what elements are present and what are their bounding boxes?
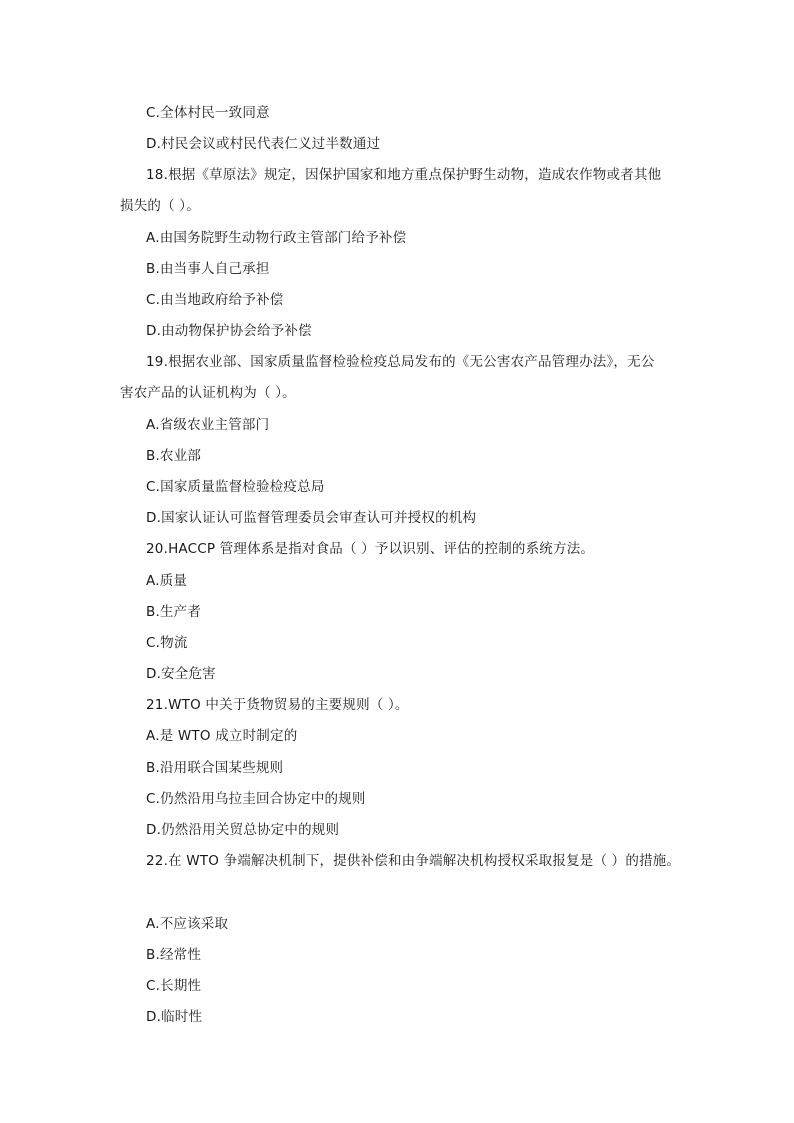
option-b: B.经常性 xyxy=(146,947,202,963)
option-b: B.生产者 xyxy=(146,604,202,620)
question-21-stem: 21.WTO 中关于货物贸易的主要规则（ ）。 xyxy=(146,697,409,713)
option-b: B.沿用联合国某些规则 xyxy=(146,760,284,776)
option-d: D.仍然沿用关贸总协定中的规则 xyxy=(146,822,340,838)
option-d: D.临时性 xyxy=(146,1009,203,1025)
option-a: A.不应该采取 xyxy=(146,916,229,932)
option-a: A.是 WTO 成立时制定的 xyxy=(146,728,298,744)
option-c: C.长期性 xyxy=(146,978,202,994)
option-c: C.仍然沿用乌拉圭回合协定中的规则 xyxy=(146,791,366,807)
option-d: D.安全危害 xyxy=(146,666,216,682)
question-18-stem-cont: 损失的（ ）。 xyxy=(120,198,200,214)
option-a: A.由国务院野生动物行政主管部门给予补偿 xyxy=(146,230,407,246)
option-a: A.省级农业主管部门 xyxy=(146,417,270,433)
question-18-stem: 18.根据《草原法》规定，因保护国家和地方重点保护野生动物，造成农作物或者其他 xyxy=(146,167,662,183)
option-c: C.物流 xyxy=(146,635,188,651)
option-d: D.村民会议或村民代表仁义过半数通过 xyxy=(146,136,381,152)
option-c: C.全体村民一致同意 xyxy=(146,105,270,121)
question-19-stem: 19.根据农业部、国家质量监督检验检疫总局发布的《无公害农产品管理办法》，无公 xyxy=(146,354,655,370)
option-d: D.国家认证认可监督管理委员会审查认可并授权的机构 xyxy=(146,510,477,526)
option-c: C.由当地政府给予补偿 xyxy=(146,292,284,308)
option-b: B.由当事人自己承担 xyxy=(146,261,270,277)
option-c: C.国家质量监督检验检疫总局 xyxy=(146,479,325,495)
question-20-stem: 20.HACCP 管理体系是指对食品（ ）予以识别、评估的控制的系统方法。 xyxy=(146,541,595,557)
question-22-stem: 22.在 WTO 争端解决机制下，提供补偿和由争端解决机构授权采取报复是（ ）的措施。 xyxy=(146,853,681,869)
option-a: A.质量 xyxy=(146,573,188,589)
option-d: D.由动物保护协会给予补偿 xyxy=(146,323,312,339)
option-b: B.农业部 xyxy=(146,448,202,464)
question-19-stem-cont: 害农产品的认证机构为（ ）。 xyxy=(120,385,296,401)
